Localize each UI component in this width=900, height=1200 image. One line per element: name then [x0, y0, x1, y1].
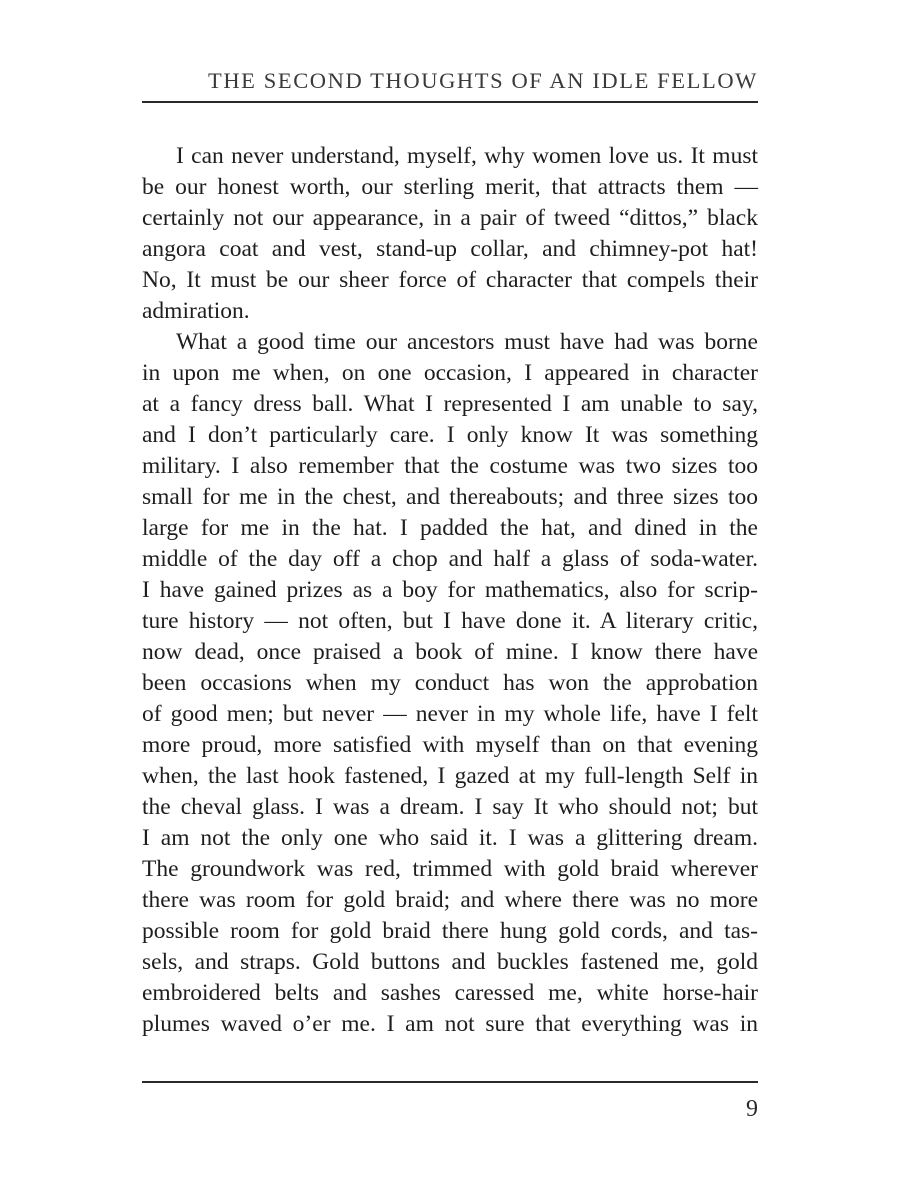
text-line: there was room for gold braid; and where there was no more — [142, 887, 758, 913]
text-line: possible room for gold braid there hung gold cords, and tas- — [142, 918, 758, 944]
text-line: when, the last hook fastened, I gazed at my full-length Self in — [142, 763, 758, 789]
text-line: The groundwork was red, trimmed with gold braid wherever — [142, 856, 758, 882]
text-line: admiration. — [142, 298, 250, 324]
text-line: I am not the only one who said it. I was a glittering dream. — [142, 825, 758, 851]
text-line: No, It must be our sheer force of character that compels their — [142, 267, 758, 293]
text-line: be our honest worth, our sterling merit, that attracts them — — [142, 174, 758, 200]
footer-rule — [142, 1081, 758, 1083]
text-line: more proud, more satisfied with myself than on that evening — [142, 732, 758, 758]
text-line: at a fancy dress ball. What I represented I am unable to say, — [142, 391, 758, 417]
text-line: angora coat and vest, stand-up collar, and chimney-pot hat! — [142, 236, 758, 262]
text-line: sels, and straps. Gold buttons and buckles fastened me, gold — [142, 949, 758, 975]
text-line: now dead, once praised a book of mine. I know there have — [142, 639, 758, 665]
text-line: military. I also remember that the costume was two sizes too — [142, 453, 758, 479]
text-line: small for me in the chest, and thereabouts; and three sizes too — [142, 484, 758, 510]
text-line: certainly not our appearance, in a pair of tweed “dittos,” black — [142, 205, 758, 231]
text-line: ture history — not often, but I have done it. A literary critic, — [142, 608, 758, 634]
text-line: I can never understand, myself, why women love us. It must — [176, 143, 758, 169]
text-line: middle of the day off a chop and half a glass of soda-water. — [142, 546, 758, 572]
text-line: been occasions when my conduct has won the approbation — [142, 670, 758, 696]
text-line: large for me in the hat. I padded the hat, and dined in the — [142, 515, 758, 541]
text-line: plumes waved o’er me. I am not sure that everything was in — [142, 1011, 758, 1037]
text-line: I have gained prizes as a boy for mathematics, also for scrip- — [142, 577, 758, 603]
text-line: in upon me when, on one occasion, I appeared in character — [142, 360, 758, 386]
running-head-title: THE SECOND THOUGHTS OF AN IDLE FELLOW — [207, 68, 758, 93]
text-line: of good men; but never — never in my whole life, have I felt — [142, 701, 758, 727]
text-line: and I don’t particularly care. I only know It was something — [142, 422, 758, 448]
text-line: What a good time our ancestors must have had was borne — [176, 329, 758, 355]
page-body — [142, 141, 758, 1040]
page-number: 9 — [746, 1096, 758, 1122]
header-rule — [142, 101, 758, 103]
text-line: embroidered belts and sashes caressed me, white horse-hair — [142, 980, 758, 1006]
text-line: the cheval glass. I was a dream. I say It who should not; but — [142, 794, 758, 820]
